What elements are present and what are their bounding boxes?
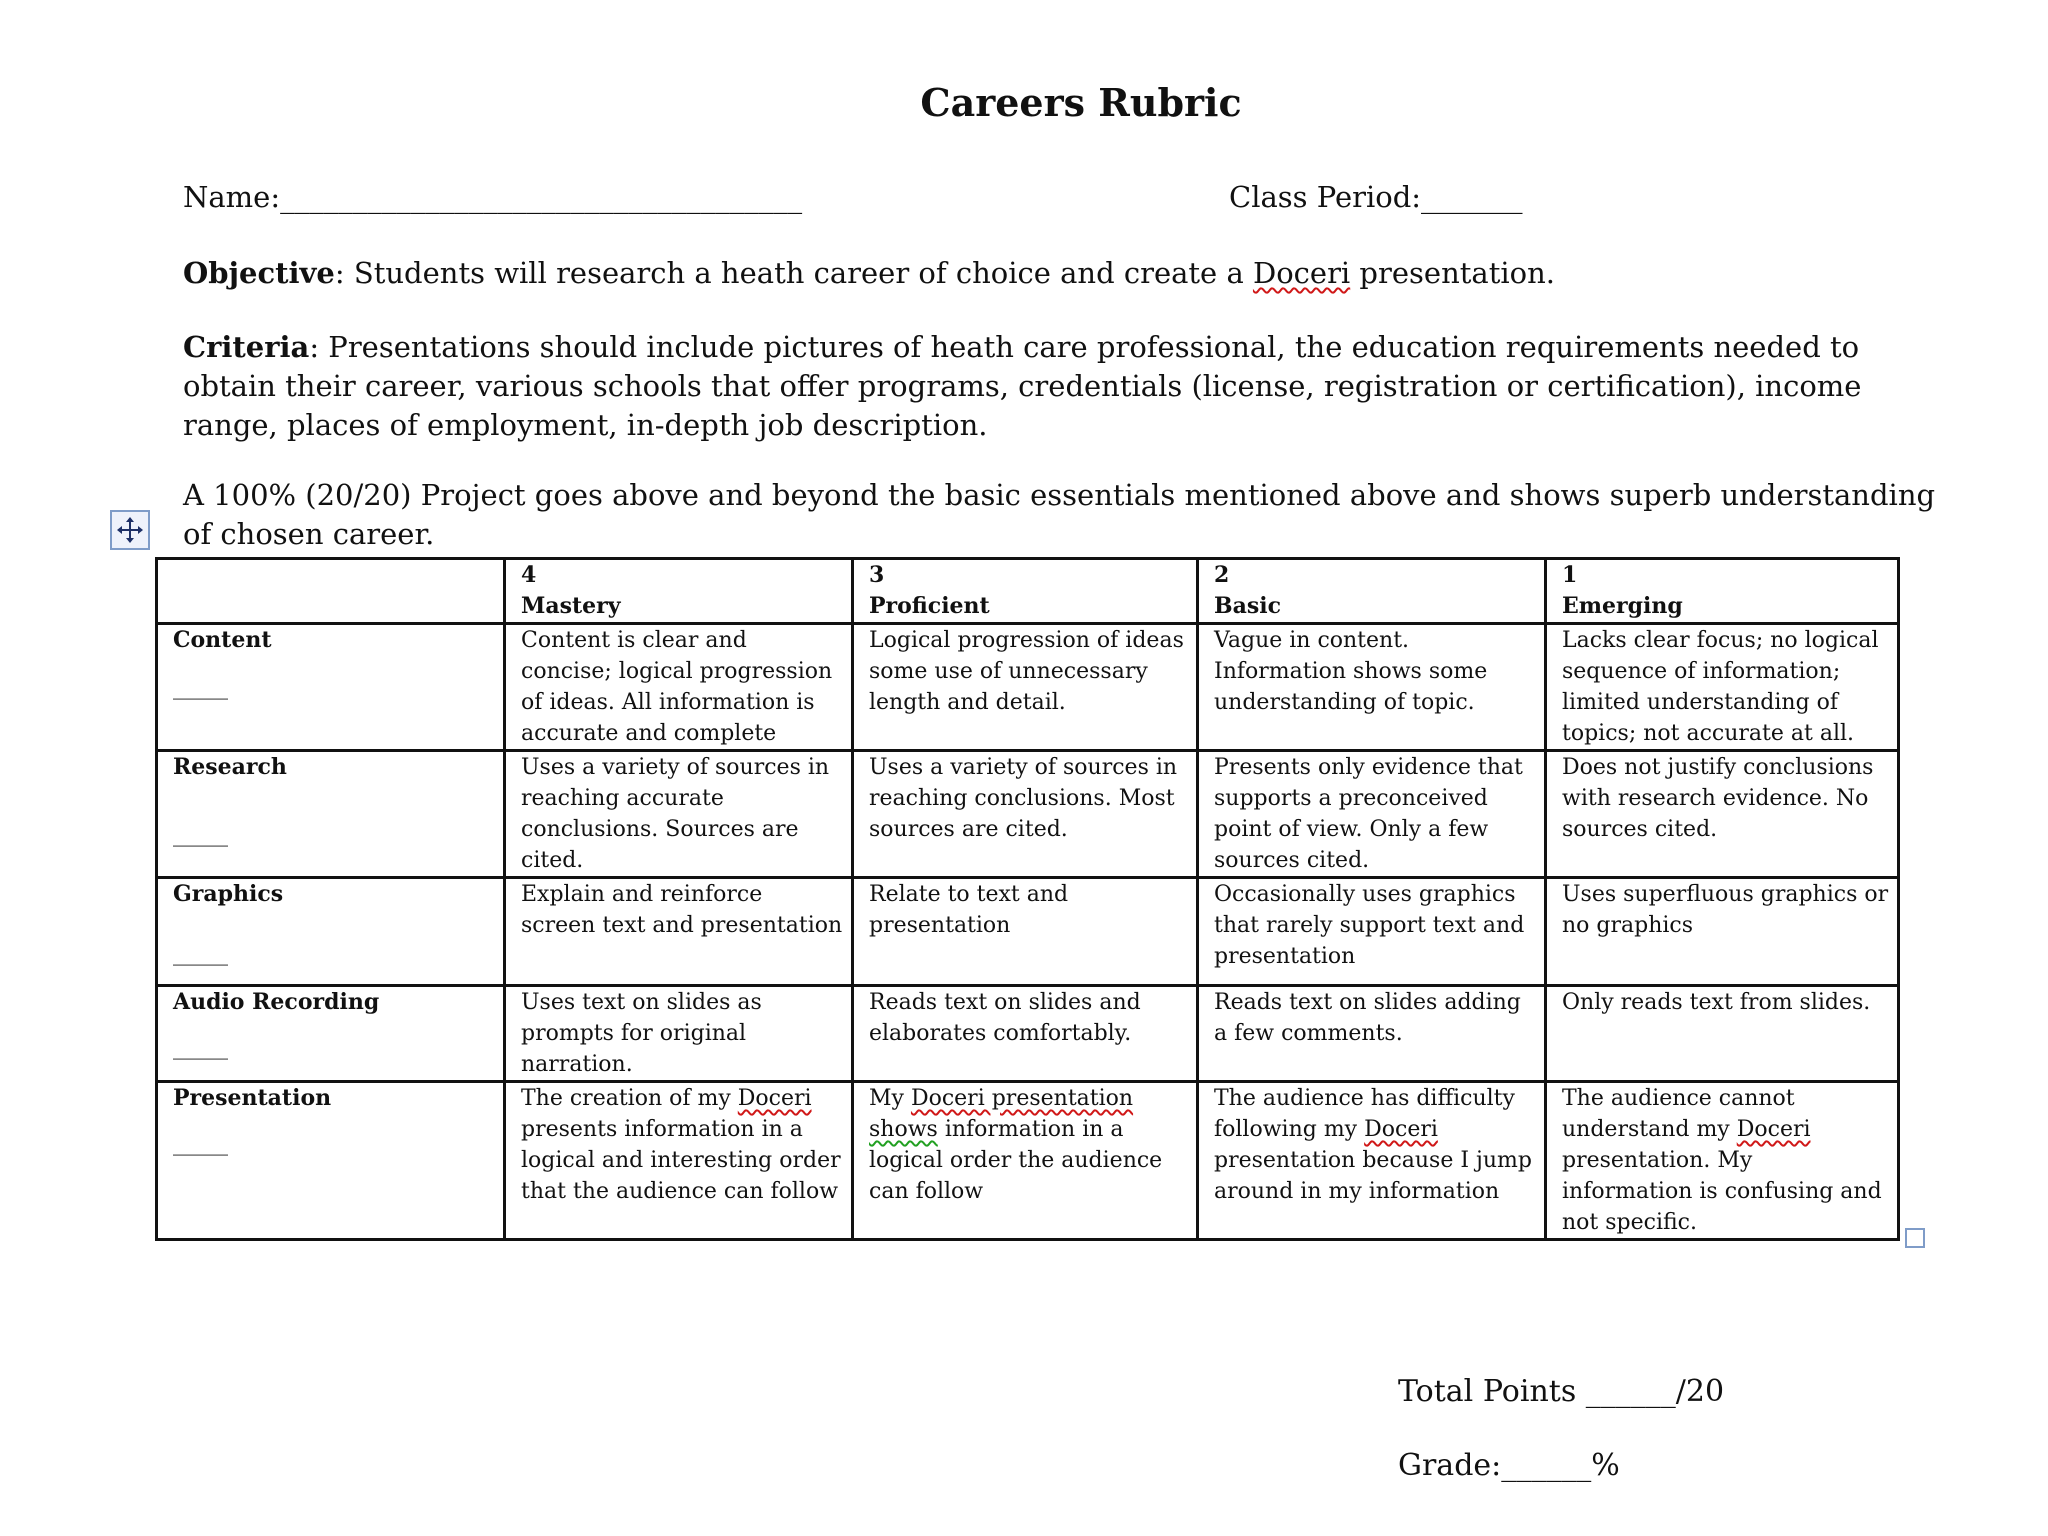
header-basic: 2 Basic <box>1198 559 1546 624</box>
row-label-content: Content _____ <box>157 624 505 751</box>
table-cell: My Doceri presentation shows information in a logical order the audience can follow <box>853 1082 1198 1240</box>
table-row <box>157 751 1899 878</box>
spellcheck-doceri: Doceri presentation <box>910 1086 1134 1111</box>
criteria-paragraph: Criteria: Presentations should include pictures of heath care professional, the education requirements needed to obtain their career, various schools that offer programs, credentials (license, registration or certification), income range, places of employment, in-depth job description. <box>183 330 1862 442</box>
table-cell: The audience cannot understand my Doceri presentation. My information is confusing and not specific. <box>1546 1082 1899 1240</box>
grade-field[interactable]: ______ <box>1501 1448 1592 1483</box>
score-blank[interactable]: _____ <box>173 675 228 700</box>
table-cell: Occasionally uses graphics that rarely support text and presentation <box>1198 878 1546 986</box>
objective-label: Objective <box>183 256 335 290</box>
hundred-percent-paragraph: A 100% (20/20) Project goes above and beyond the basic essentials mentioned above and shows superb understanding of chosen career. <box>183 478 1936 551</box>
table-resize-handle[interactable] <box>1905 1228 1925 1248</box>
score-blank[interactable]: _____ <box>173 822 228 847</box>
table-cell: The creation of my Doceri presents information in a logical and interesting order that the audience can follow <box>505 1082 853 1240</box>
score-blank[interactable]: _____ <box>173 1131 228 1156</box>
table-cell: Reads text on slides adding a few comments. <box>1198 986 1546 1082</box>
row-label-graphics: Graphics _____ <box>157 878 505 986</box>
table-cell: The audience has difficulty following my Doceri presentation because I jump around in my information <box>1198 1082 1546 1240</box>
table-cell: Vague in content. Information shows some understanding of topic. <box>1198 624 1546 751</box>
total-points-label: Total Points <box>1398 1374 1577 1409</box>
table-cell: Logical progression of ideas some use of unnecessary length and detail. <box>853 624 1198 751</box>
spellcheck-doceri: Doceri <box>1364 1117 1438 1142</box>
grade-label: Grade: <box>1398 1448 1502 1483</box>
name-field[interactable]: ____________________________________ <box>280 180 803 214</box>
class-period-field[interactable]: _______ <box>1421 180 1523 214</box>
table-cell: Content is clear and concise; logical progression of ideas. All information is accurate and complete <box>505 624 853 751</box>
rubric-corner-cell <box>157 559 505 624</box>
total-points-line: Total Points ______/20 <box>1398 1374 1725 1409</box>
table-cell: Only reads text from slides. <box>1546 986 1899 1082</box>
row-label-presentation: Presentation _____ <box>157 1082 505 1240</box>
table-row <box>157 624 1899 751</box>
score-blank[interactable]: _____ <box>173 941 228 966</box>
spellcheck-doceri: Doceri <box>1252 256 1351 290</box>
table-cell: Uses superfluous graphics or no graphics <box>1546 878 1899 986</box>
table-move-icon[interactable] <box>110 510 150 550</box>
class-period-line <box>1229 180 1523 214</box>
name-label: Name: <box>183 180 281 214</box>
criteria-label: Criteria <box>183 330 310 364</box>
row-label-audio-recording: Audio Recording _____ <box>157 986 505 1082</box>
row-label-research: Research _____ <box>157 751 505 878</box>
table-cell: Lacks clear focus; no logical sequence of information; limited understanding of topics; not accurate at all. <box>1546 624 1899 751</box>
header-mastery: 4 Mastery <box>505 559 853 624</box>
score-blank[interactable]: _____ <box>173 1035 228 1060</box>
table-cell: Does not justify conclusions with research evidence. No sources cited. <box>1546 751 1899 878</box>
table-cell: Uses text on slides as prompts for original narration. <box>505 986 853 1082</box>
table-cell: Explain and reinforce screen text and presentation <box>505 878 853 986</box>
grade-line: Grade:______% <box>1398 1448 1620 1483</box>
grammar-check-shows: shows <box>869 1117 938 1142</box>
rubric-header-row <box>157 559 1899 624</box>
table-cell: Reads text on slides and elaborates comfortably. <box>853 986 1198 1082</box>
table-row <box>157 986 1899 1082</box>
spellcheck-doceri: Doceri <box>737 1086 812 1111</box>
header-proficient: 3 Proficient <box>853 559 1198 624</box>
name-line <box>183 180 802 214</box>
objective-paragraph: Objective: Students will research a heath career of choice and create a Doceri presentation. <box>183 256 1555 290</box>
header-emerging: 1 Emerging <box>1546 559 1899 624</box>
table-row <box>157 878 1899 986</box>
table-cell: Presents only evidence that supports a preconceived point of view. Only a few sources cited. <box>1198 751 1546 878</box>
table-cell: Relate to text and presentation <box>853 878 1198 986</box>
table-row <box>157 1082 1899 1240</box>
class-period-label: Class Period: <box>1229 180 1422 214</box>
table-cell: Uses a variety of sources in reaching accurate conclusions. Sources are cited. <box>505 751 853 878</box>
table-cell: Uses a variety of sources in reaching conclusions. Most sources are cited. <box>853 751 1198 878</box>
total-points-field[interactable]: ______ <box>1585 1374 1676 1409</box>
page-title: Careers Rubric <box>920 80 1242 125</box>
rubric-table <box>155 557 1900 1241</box>
spellcheck-doceri: Doceri <box>1736 1117 1811 1142</box>
